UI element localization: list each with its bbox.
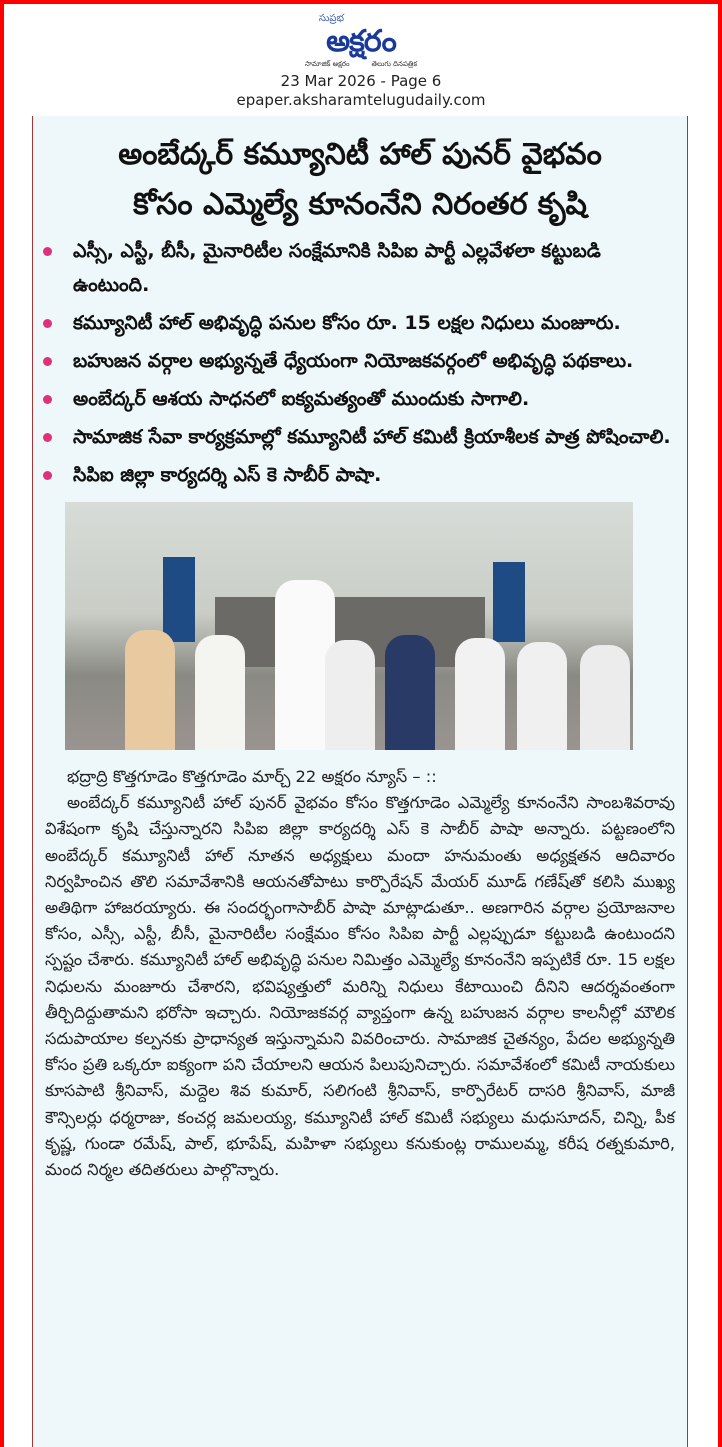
highlight-item: సామాజిక సేవా కార్యక్రమాల్లో కమ్యూనిటీ హాల్ కమిటీ క్రియాశీలక పాత్ర పోషించాలి.: [41, 420, 677, 454]
bullet-icon: [43, 357, 52, 366]
highlight-item: బహుజన వర్గాల అభ్యున్నతే ధ్యేయంగా నియోజకవర్గంలో అభివృద్ధి పథకాలు.: [41, 344, 677, 378]
highlights-list: [33, 234, 687, 492]
article-photo: [65, 502, 633, 750]
date-page: 23 Mar 2026 - Page 6: [280, 72, 442, 90]
site-url[interactable]: epaper.aksharamtelugudaily.com: [236, 91, 486, 109]
headline: [33, 116, 687, 234]
newspaper-logo[interactable]: [305, 13, 417, 69]
logo-small-text: సుప్రభ: [318, 13, 345, 24]
article-body: [45, 764, 675, 1183]
bullet-icon: [43, 395, 52, 404]
logo-tagline-left: సామాజిక్ అక్షరం: [304, 60, 350, 68]
bullet-icon: [43, 319, 52, 328]
article: [32, 116, 688, 1447]
headline-line-1: అంబేద్కర్ కమ్యూనిటీ హాల్ పునర్ వైభవం: [118, 137, 602, 172]
headline-line-2: కోసం ఎమ్మెల్యే కూనంనేని నిరంతర కృషి: [133, 187, 587, 222]
logo-tagline-right: తెలుగు దినపత్రిక: [371, 60, 418, 68]
body-paragraph: అంబేద్కర్ కమ్యూనిటీ హాల్ పునర్ వైభవం కోసం కొత్తగూడెం ఎమ్మెల్యే కూనంనేని సాంబశివరావు విశేషంగా కృషి చేస్తున్నారని సిపిఐ జిల్లా కార్యదర్శి ఎస్ కె సాబీర్ పాషా అన్నారు. పట్టణంలోని అంబేద్కర్ కమ్యూనిటీ హాల్ నూతన అధ్యక్షులు మందా హనుమంతు అధ్యక్షతన ఆదివారం నిర్వహించిన తొలి సమావేశానికి ఆయనతోపాటు కార్పొరేషన్ మేయర్ మూడ్ గణేష్‌తో కలిసి ముఖ్య అతిథిగా హాజరయ్యారు. ఈ సందర్భంగాసాబీర్ పాషా మాట్లాడుతూ.. అణగారిన వర్గాల ప్రయోజనాల కోసం, ఎస్సీ, ఎస్టీ, బీసీ, మైనారిటీల సంక్షేమం కోసం సిపిఐ పార్టీ ఎల్లప్పుడూ కట్టుబడి ఉంటుందని స్పష్టం చేశారు. కమ్యూనిటీ హాల్ అభివృద్ధి పనుల నిమిత్తం ఎమ్మెల్యే కూనంనేని ఇప్పటికే రూ. 15 లక్షల నిధులను మంజూరు చేశారని, భవిష్యత్తులో మరిన్ని నిధులు కేటాయించి దీనిని ఆదర్శవంతంగా తీర్చిదిద్దుతామని భరోసా ఇచ్చారు. నియోజకవర్గ వ్యాప్తంగా ఉన్న బహుజన వర్గాల కాలనీల్లో మౌలిక సదుపాయాల కల్పనకు ప్రాధాన్యత ఇస్తున్నామని వివరించారు. సామాజిక చైతన్యం, పేదల అభ్యున్నతి కోసం ప్రతి ఒక్కరూ ఐక్యంగా పని చేయాలని ఆయన పిలుపునిచ్చారు. సమావేశంలో కమిటీ నాయకులు కూసపాటి శ్రీనివాస్, మద్దెల శివ కుమార్, సలిగంటి శ్రీనివాస్, కార్పొరేటర్ దాసరి శ్రీనివాస్, మాజీ కౌన్సిలర్లు ధర్మరాజు, కంచర్ల జమలయ్య, కమ్యూనిటీ హాల్ కమిటీ సభ్యులు మధుసూదన్, చిన్ని, పీక కృష్ణ, గుండా రమేష్, పాల్, భూపేష్, మహిళా సభ్యులు కనుకుంట్ల రాములమ్మ, కరీష రత్నకుమారి, మంద నిర్మల తదితరులు పాల్గొన్నారు.: [45, 793, 675, 1180]
dateline: భద్రాద్రి కొత్తగూడెం కొత్తగూడెం మార్చ్ 22 అక్షరం న్యూస్ – ::: [67, 767, 437, 786]
highlight-item: సిపిఐ జిల్లా కార్యదర్శి ఎస్ కె సాబీర్ పాషా.: [41, 458, 677, 492]
bullet-icon: [43, 247, 52, 256]
highlight-item: ఎస్సీ, ఎస్టీ, బీసీ, మైనారిటీల సంక్షేమానికి సిపిఐ పార్టీ ఎల్లవేళలా కట్టుబడి ఉంటుంది.: [41, 234, 677, 302]
bullet-icon: [43, 471, 52, 480]
logo-taglines: [305, 60, 417, 69]
masthead: [0, 0, 722, 116]
highlight-item: కమ్యూనిటీ హాల్ అభివృద్ధి పనుల కోసం రూ. 15 లక్షల నిధులు మంజూరు.: [41, 306, 677, 340]
bullet-icon: [43, 433, 52, 442]
highlight-item: అంబేద్కర్ ఆశయ సాధనలో ఐక్యమత్యంతో ముందుకు సాగాలి.: [41, 382, 677, 416]
logo-text: అక్షరం: [326, 24, 396, 59]
